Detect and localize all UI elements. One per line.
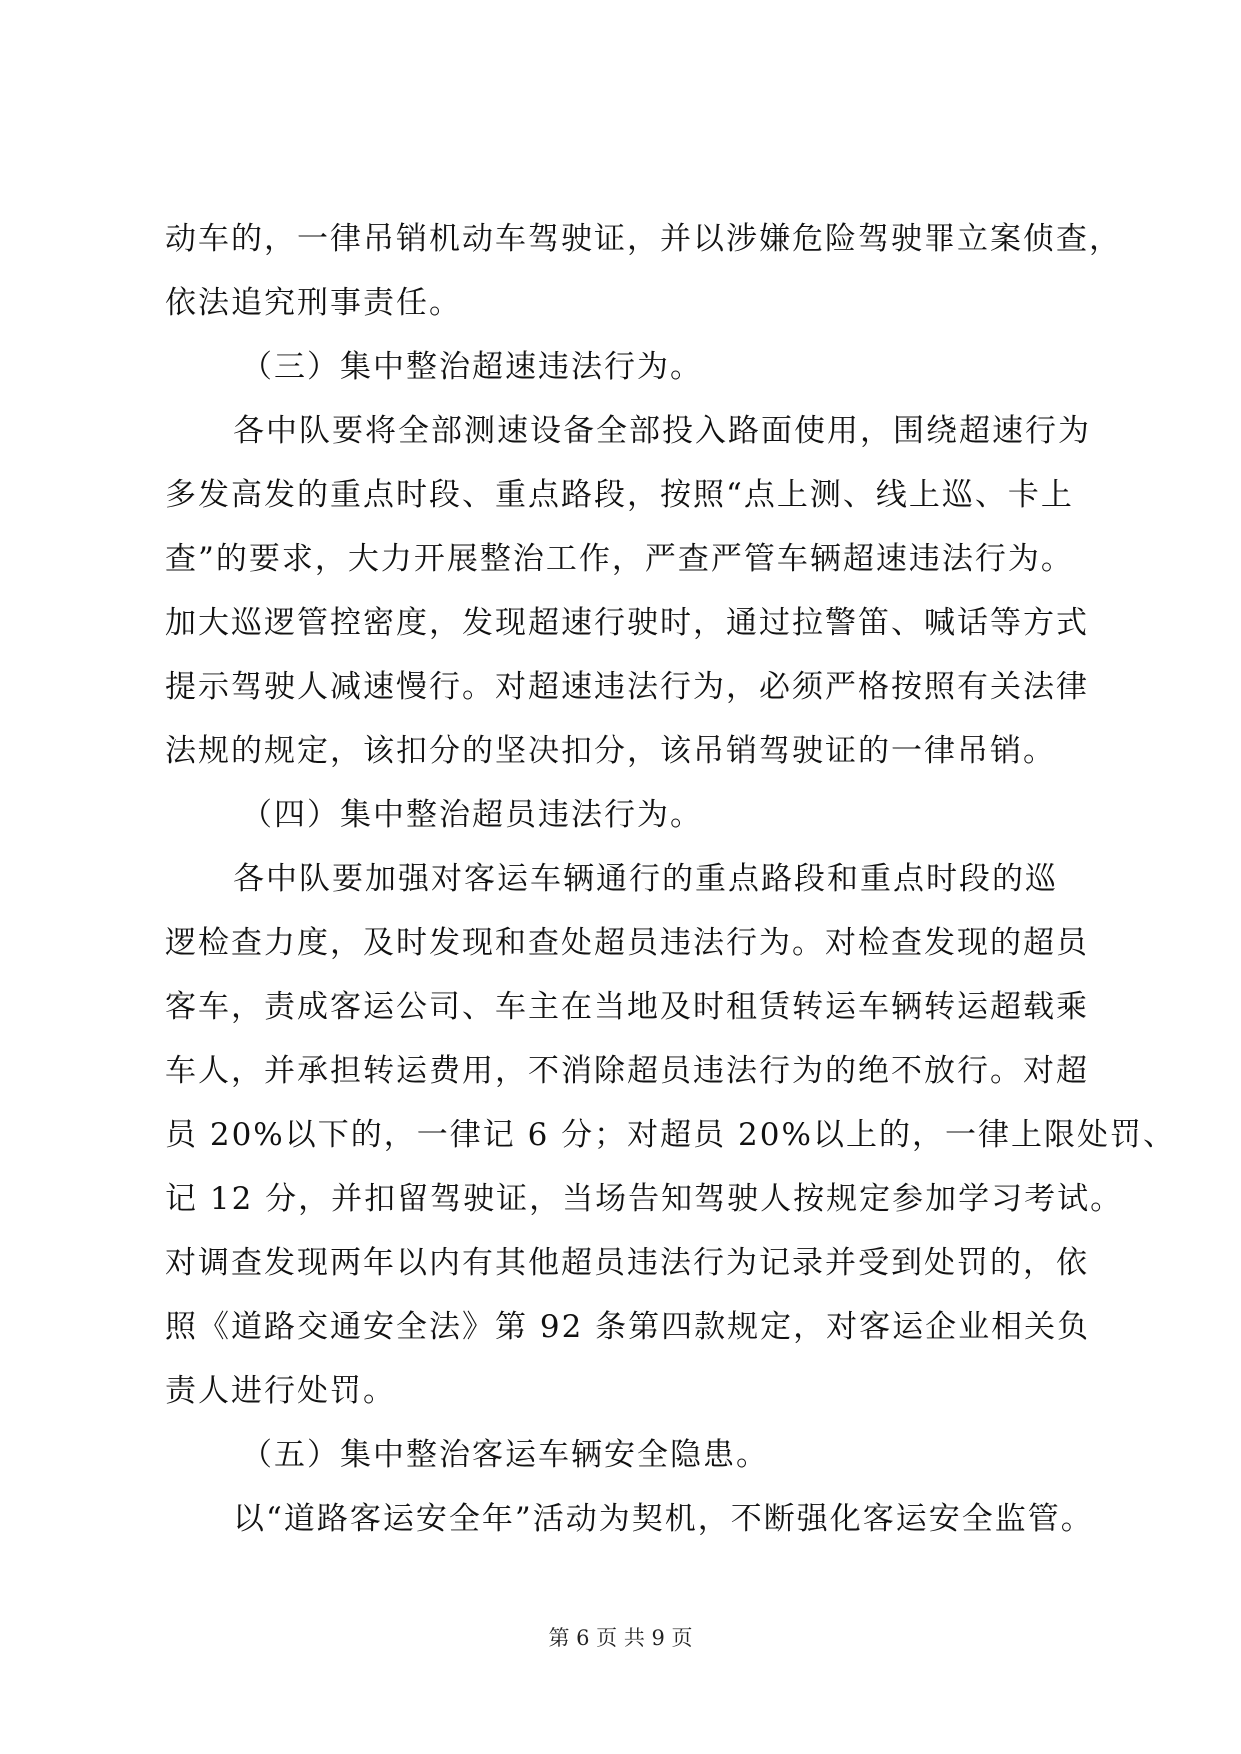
text-line: 加大巡逻管控密度，发现超速行驶时，通过拉警笛、喊话等方式 — [165, 605, 1089, 641]
section-heading: （三）集中整治超速违法行为。 — [241, 349, 703, 385]
document-body — [165, 207, 1176, 1551]
text-line: 客车，责成客运公司、车主在当地及时租赁转运车辆转运超载乘 — [165, 989, 1089, 1025]
text-line: 员 20%以下的，一律记 6 分；对超员 20%以上的，一律上限处罚、 — [165, 1117, 1176, 1153]
text-line: 车人，并承担转运费用，不消除超员违法行为的绝不放行。对超 — [165, 1053, 1089, 1089]
text-line: 对调查发现两年以内有其他超员违法行为记录并受到处罚的，依 — [165, 1245, 1089, 1281]
text-line: 各中队要将全部测速设备全部投入路面使用，围绕超速行为 — [233, 413, 1091, 449]
text-line: 提示驾驶人减速慢行。对超速违法行为，必须严格按照有关法律 — [165, 669, 1089, 705]
text-line: 多发高发的重点时段、重点路段，按照“点上测、线上巡、卡上 — [165, 477, 1074, 513]
page-number: 第 6 页 共 9 页 — [548, 1626, 693, 1650]
text-line: 动车的，一律吊销机动车驾驶证，并以涉嫌危险驾驶罪立案侦查， — [165, 221, 1122, 257]
text-line: 查”的要求，大力开展整治工作，严查严管车辆超速违法行为。 — [165, 541, 1074, 577]
section-heading: （四）集中整治超员违法行为。 — [241, 797, 703, 833]
section-heading: （五）集中整治客运车辆安全隐患。 — [241, 1437, 769, 1473]
page-footer — [0, 1623, 1241, 1653]
text-line: 以“道路客运安全年”活动为契机，不断强化客运安全监管。 — [233, 1501, 1094, 1537]
text-line: 依法追究刑事责任。 — [165, 285, 462, 321]
text-line: 记 12 分，并扣留驾驶证，当场告知驾驶人按规定参加学习考试。 — [165, 1181, 1124, 1217]
text-line: 法规的规定，该扣分的坚决扣分，该吊销驾驶证的一律吊销。 — [165, 733, 1056, 769]
text-line: 责人进行处罚。 — [165, 1373, 396, 1409]
text-line: 逻检查力度，及时发现和查处超员违法行为。对检查发现的超员 — [165, 925, 1089, 961]
text-line: 照《道路交通安全法》第 92 条第四款规定，对客运企业相关负 — [165, 1309, 1091, 1345]
text-line: 各中队要加强对客运车辆通行的重点路段和重点时段的巡 — [233, 861, 1058, 897]
